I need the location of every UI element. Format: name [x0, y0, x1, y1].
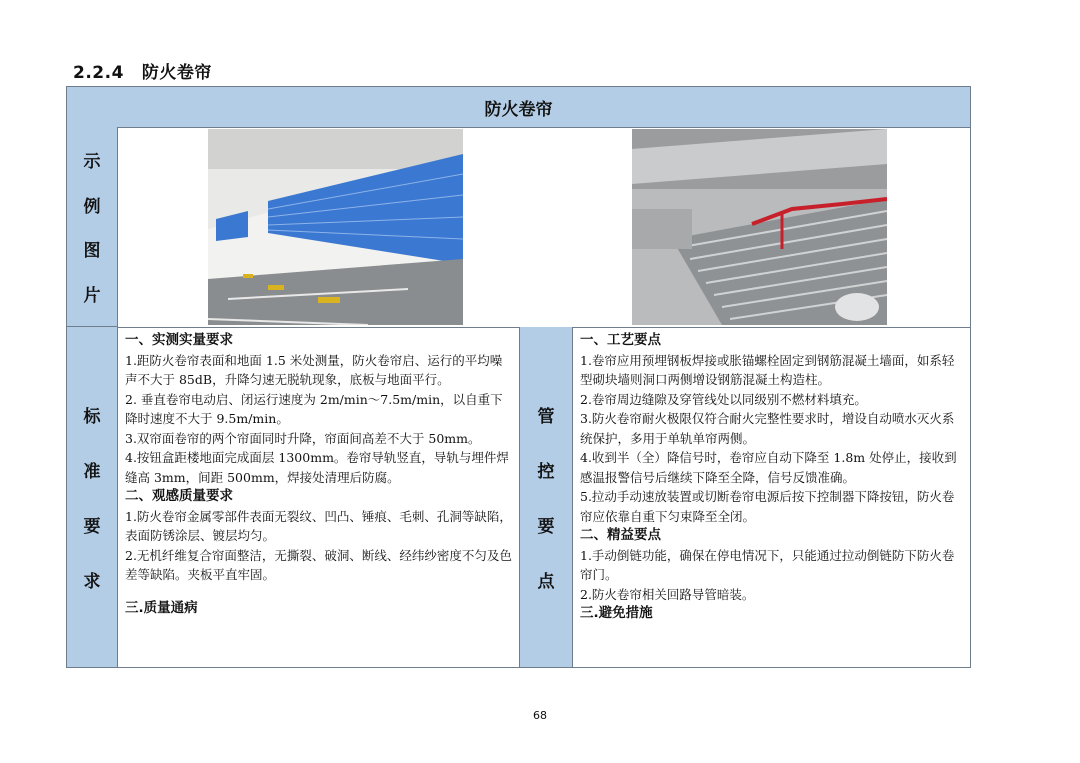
label-char: 要 [83, 517, 101, 537]
control-item: 1.手动倒链功能，确保在停电情况下，只能通过拉动倒链防下防火卷帘门。 [580, 547, 955, 582]
requirement-item: 2.无机纤维复合帘面整洁，无撕裂、破洞、断线、经纬纱密度不匀及色差等缺陷。夹板平直牢固。 [125, 547, 512, 582]
label-char: 管 [537, 407, 555, 427]
control-item: 3.防火卷帘耐火极限仅符合耐火完整性要求时，增设自动喷水灭火系统保护，多用于单轨单帘两侧。 [580, 411, 955, 446]
control-item: 1.卷帘应用预埋钢板焊接或胀锚螺栓固定到钢筋混凝土墙面，如系轻型砌块墙则洞口两侧增设钢筋混凝土构造柱。 [580, 352, 955, 387]
measurement-heading: 一、实测实量要求 [125, 332, 233, 348]
control-label [519, 327, 573, 667]
table-header: 防火卷帘 [67, 87, 970, 128]
requirement-item: 1.防火卷帘金属零部件表面无裂纹、凹凸、锤痕、毛刺、孔洞等缺陷，表面防锈涂层、镀层均匀。 [125, 508, 512, 543]
shutter-ceiling-photo [632, 129, 887, 325]
label-char: 片 [83, 286, 101, 307]
avoidance-heading: 三.避免措施 [580, 605, 653, 621]
appearance-heading: 二、观感质量要求 [125, 488, 233, 504]
control-item: 5.拉动手动速放装置或切断卷帘电源后按下控制器下降按钮，防火卷帘应依靠自重下匀束降至全闭。 [580, 489, 955, 524]
requirement-item: 1.距防火卷帘表面和地面 1.5 米处测量，防火卷帘启、运行的平均噪声不大于 85dB，升降匀速无脱轨现象，底板与地面平行。 [125, 352, 503, 387]
example-label [67, 127, 118, 327]
info-table [66, 86, 971, 668]
label-char: 例 [83, 196, 101, 217]
label-char: 图 [83, 241, 101, 262]
lean-heading: 二、精益要点 [580, 527, 661, 543]
requirement-item: 3.双帘面卷帘的两个帘面同时升降，帘面间高差不大于 50mm。 [125, 430, 481, 446]
label-char: 要 [537, 517, 555, 537]
control-item: 2.防火卷帘相关回路导管暗装。 [580, 586, 755, 602]
requirement-item: 2. 垂直卷帘电动启、闭运行速度为 2m/min～7.5m/min，以自重下降时速度不大于 9.5m/min。 [125, 391, 503, 426]
section-heading [73, 58, 212, 83]
control-item: 4.收到半（全）降信号时，卷帘应自动下降至 1.8m 处停止，接收到感温报警信号后继续下降至全降，信号反馈准确。 [580, 450, 957, 485]
defects-heading: 三.质量通病 [125, 599, 198, 616]
section-title: 防火卷帘 [141, 63, 212, 83]
standard-requirements [125, 331, 513, 618]
label-char: 求 [83, 572, 101, 592]
section-number: 2.2.4 [73, 63, 124, 83]
standard-label [67, 327, 118, 667]
label-char: 点 [537, 572, 555, 592]
example-photos [118, 127, 970, 328]
label-char: 示 [83, 151, 101, 172]
process-heading: 一、工艺要点 [580, 332, 661, 348]
label-char: 控 [537, 462, 555, 482]
fire-shutter-photo [208, 129, 463, 325]
label-char: 准 [83, 462, 101, 482]
requirement-item: 4.按钮盒距楼地面完成面层 1300mm。卷帘导轨竖直，导轨与埋件焊缝高 3mm，间距 500mm，焊接处清理后防腐。 [125, 450, 509, 485]
control-points [580, 331, 966, 624]
page-number: 68 [533, 709, 547, 722]
label-char: 标 [83, 407, 101, 427]
control-item: 2.卷帘周边缝隙及穿管线处以同级别不燃材料填充。 [580, 391, 867, 407]
